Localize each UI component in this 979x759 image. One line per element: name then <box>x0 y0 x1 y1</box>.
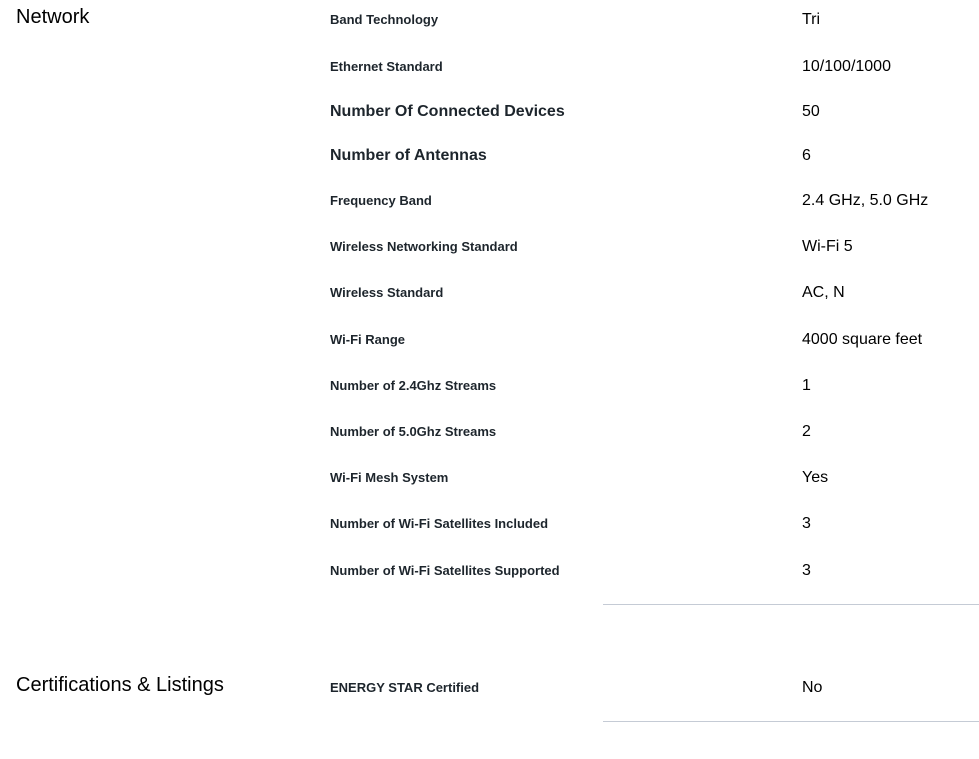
spec-value: 4000 square feet <box>802 331 923 348</box>
section-title: Network <box>16 6 90 28</box>
spec-name: Number of Wi-Fi Satellites Included <box>330 516 549 531</box>
spec-name: Number of Antennas <box>330 147 487 164</box>
spec-value: 2 <box>802 423 811 440</box>
spec-row <box>0 422 979 442</box>
spec-value: No <box>802 679 823 696</box>
spec-row <box>0 376 979 396</box>
spec-row <box>0 102 979 122</box>
spec-row <box>0 678 979 698</box>
spec-name: Number Of Connected Devices <box>330 103 565 120</box>
spec-value: 6 <box>802 147 811 164</box>
spec-row <box>0 237 979 257</box>
spec-value: Tri <box>802 11 821 28</box>
spec-value: Yes <box>802 469 829 486</box>
spec-name: Wi-Fi Range <box>330 332 405 347</box>
spec-name: Band Technology <box>330 12 439 27</box>
spec-value: 1 <box>802 377 811 394</box>
spec-value: AC, N <box>802 284 845 301</box>
spec-row <box>0 146 979 166</box>
spec-value: 10/100/1000 <box>802 58 891 75</box>
spec-row <box>0 57 979 77</box>
spec-row <box>0 561 979 581</box>
spec-row <box>0 514 979 534</box>
spec-name: Number of 5.0Ghz Streams <box>330 424 497 439</box>
spec-row <box>0 283 979 303</box>
spec-name: Wireless Standard <box>330 285 444 300</box>
spec-value: 3 <box>802 562 811 579</box>
spec-value: 3 <box>802 515 811 532</box>
spec-row <box>0 468 979 488</box>
spec-name: Number of Wi-Fi Satellites Supported <box>330 563 560 578</box>
spec-name: Wi-Fi Mesh System <box>330 470 449 485</box>
spec-row <box>0 10 979 30</box>
spec-row <box>0 330 979 350</box>
spec-name: Wireless Networking Standard <box>330 239 518 254</box>
spec-name: Ethernet Standard <box>330 59 443 74</box>
spec-value: 50 <box>802 103 820 120</box>
section-divider <box>603 721 979 722</box>
spec-value: 2.4 GHz, 5.0 GHz <box>802 192 929 209</box>
spec-name: Frequency Band <box>330 193 432 208</box>
section-title: Certifications & Listings <box>16 674 224 696</box>
spec-row <box>0 191 979 211</box>
spec-name: ENERGY STAR Certified <box>330 680 480 695</box>
section-divider <box>603 604 979 605</box>
spec-name: Number of 2.4Ghz Streams <box>330 378 497 393</box>
spec-value: Wi-Fi 5 <box>802 238 853 255</box>
